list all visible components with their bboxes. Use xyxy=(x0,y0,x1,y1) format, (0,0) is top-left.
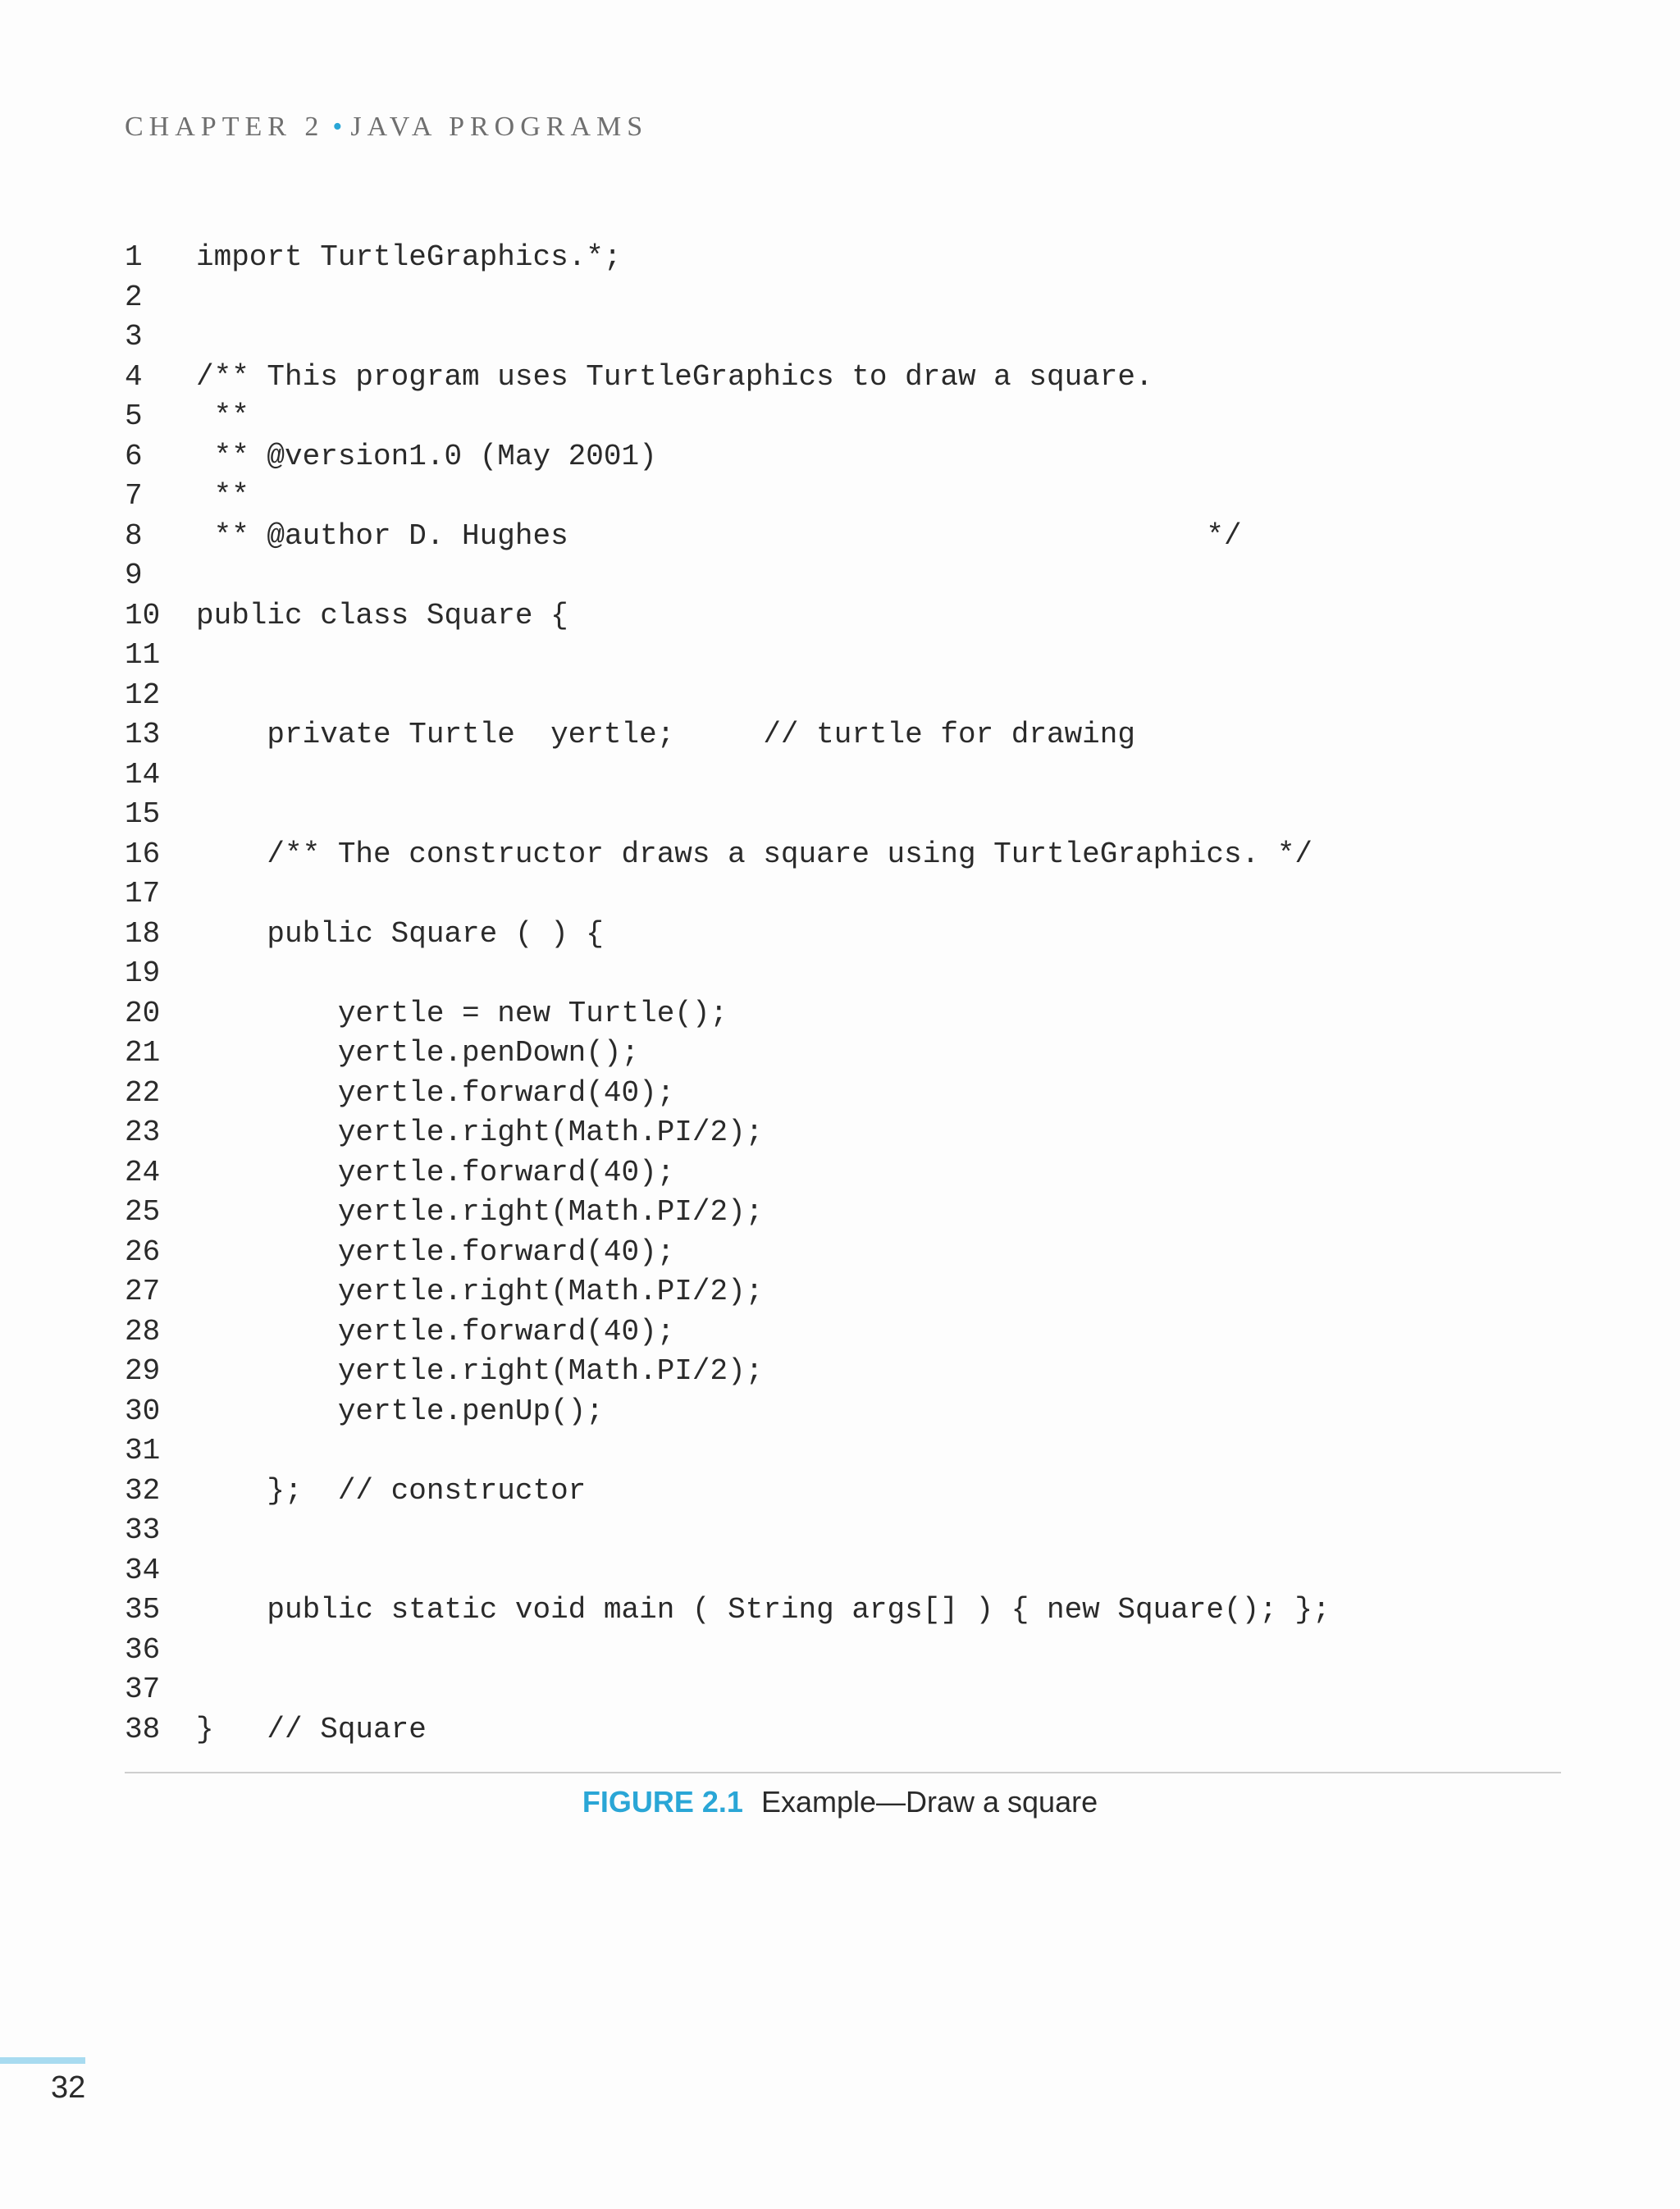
code-line xyxy=(125,715,1568,755)
code-line xyxy=(125,755,1568,796)
code-line xyxy=(125,1153,1568,1193)
code-line xyxy=(125,1431,1568,1472)
figure-label: FIGURE 2.1 xyxy=(582,1785,743,1819)
code-line xyxy=(125,1113,1568,1153)
line-code: /** This program uses TurtleGraphics to draw a square. xyxy=(196,359,1153,394)
line-code: yertle.right(Math.PI/2); xyxy=(196,1275,764,1308)
line-number: 29 xyxy=(125,1354,161,1388)
line-number: 38 xyxy=(125,1712,161,1746)
line-number: 8 xyxy=(125,518,143,553)
code-line xyxy=(125,397,1568,437)
line-code: yertle.penDown(); xyxy=(196,1036,640,1070)
line-number: 33 xyxy=(125,1513,161,1547)
line-number: 36 xyxy=(125,1632,161,1667)
code-line xyxy=(125,1631,1568,1671)
code-line xyxy=(125,1472,1568,1512)
line-number: 14 xyxy=(125,757,161,792)
code-line xyxy=(125,358,1568,398)
line-number: 11 xyxy=(125,638,161,672)
line-number: 24 xyxy=(125,1155,161,1189)
line-code: ** xyxy=(196,479,249,513)
code-line xyxy=(125,1392,1568,1432)
code-line xyxy=(125,477,1568,517)
code-line xyxy=(125,1511,1568,1551)
line-number: 7 xyxy=(125,479,143,513)
code-line xyxy=(125,1272,1568,1312)
figure-rule xyxy=(125,1772,1561,1773)
code-line xyxy=(125,1710,1568,1750)
line-number: 30 xyxy=(125,1394,161,1428)
line-number: 2 xyxy=(125,280,143,314)
code-line xyxy=(125,1352,1568,1392)
code-line xyxy=(125,437,1568,477)
code-line xyxy=(125,1074,1568,1114)
page-tab xyxy=(0,2057,85,2064)
line-code: yertle.forward(40); xyxy=(196,1314,675,1349)
figure-caption-text: Example—Draw a square xyxy=(760,1785,1098,1819)
line-code: ** @version1.0 (May 2001) xyxy=(196,439,657,473)
code-line xyxy=(125,636,1568,676)
code-line xyxy=(125,676,1568,716)
figure-caption xyxy=(0,1785,1680,1819)
line-code: public static void main ( String args[] ) { new Square(); }; xyxy=(196,1593,1331,1627)
code-line xyxy=(125,915,1568,955)
line-number: 25 xyxy=(125,1195,161,1229)
code-line xyxy=(125,596,1568,637)
code-line xyxy=(125,317,1568,358)
line-number: 13 xyxy=(125,718,161,751)
code-line xyxy=(125,1193,1568,1233)
code-line xyxy=(125,874,1568,915)
line-number: 37 xyxy=(125,1673,161,1706)
line-number: 28 xyxy=(125,1314,161,1349)
running-head xyxy=(125,112,648,143)
line-number: 16 xyxy=(125,837,161,871)
line-code: private Turtle yertle; // turtle for drawing xyxy=(196,718,1135,751)
line-code: public Square ( ) { xyxy=(196,916,604,951)
line-number: 9 xyxy=(125,559,143,592)
line-code: } // Square xyxy=(196,1712,427,1746)
line-number: 6 xyxy=(125,439,143,473)
line-number: 1 xyxy=(125,240,143,274)
line-number: 19 xyxy=(125,956,161,990)
code-line xyxy=(125,556,1568,596)
line-code: yertle.forward(40); xyxy=(196,1235,675,1269)
line-number: 21 xyxy=(125,1036,161,1070)
line-number: 10 xyxy=(125,598,161,632)
line-code: import TurtleGraphics.*; xyxy=(196,240,622,274)
line-number: 34 xyxy=(125,1553,161,1587)
page-number: 32 xyxy=(51,2070,86,2105)
code-line xyxy=(125,1312,1568,1353)
line-code: public class Square { xyxy=(196,598,568,632)
line-number: 32 xyxy=(125,1473,161,1508)
line-code: yertle = new Turtle(); xyxy=(196,996,728,1030)
line-code: yertle.right(Math.PI/2); xyxy=(196,1354,764,1388)
code-listing xyxy=(125,238,1568,1750)
line-code: yertle.forward(40); xyxy=(196,1155,675,1189)
chapter-title: JAVA PROGRAMS xyxy=(350,112,649,142)
line-number: 12 xyxy=(125,678,161,712)
code-line xyxy=(125,1591,1568,1631)
header-bullet: • xyxy=(332,112,343,142)
line-number: 3 xyxy=(125,320,143,354)
code-line xyxy=(125,278,1568,318)
code-line xyxy=(125,1551,1568,1591)
line-number: 27 xyxy=(125,1275,161,1308)
line-code: /** The constructor draws a square using TurtleGraphics. */ xyxy=(196,837,1313,871)
code-line xyxy=(125,954,1568,994)
code-line xyxy=(125,795,1568,835)
line-code: yertle.right(Math.PI/2); xyxy=(196,1116,764,1149)
code-line xyxy=(125,994,1568,1034)
line-number: 26 xyxy=(125,1235,161,1269)
line-number: 35 xyxy=(125,1593,161,1627)
line-number: 22 xyxy=(125,1075,161,1110)
line-number: 4 xyxy=(125,359,143,394)
chapter-label: CHAPTER 2 xyxy=(125,112,325,142)
line-number: 18 xyxy=(125,916,161,951)
line-number: 23 xyxy=(125,1116,161,1149)
line-code: yertle.right(Math.PI/2); xyxy=(196,1195,764,1229)
code-line xyxy=(125,835,1568,875)
code-line xyxy=(125,1233,1568,1273)
line-number: 20 xyxy=(125,996,161,1030)
code-line xyxy=(125,1034,1568,1074)
line-number: 31 xyxy=(125,1434,161,1467)
line-number: 17 xyxy=(125,877,161,911)
line-code: yertle.forward(40); xyxy=(196,1075,675,1110)
line-code: ** @author D. Hughes */ xyxy=(196,518,1242,553)
line-code: ** xyxy=(196,399,249,433)
line-code: yertle.penUp(); xyxy=(196,1394,604,1428)
line-number: 5 xyxy=(125,399,143,433)
code-line xyxy=(125,1670,1568,1710)
line-number: 15 xyxy=(125,797,161,831)
line-code: }; // constructor xyxy=(196,1473,587,1508)
code-line xyxy=(125,517,1568,557)
code-line xyxy=(125,238,1568,278)
